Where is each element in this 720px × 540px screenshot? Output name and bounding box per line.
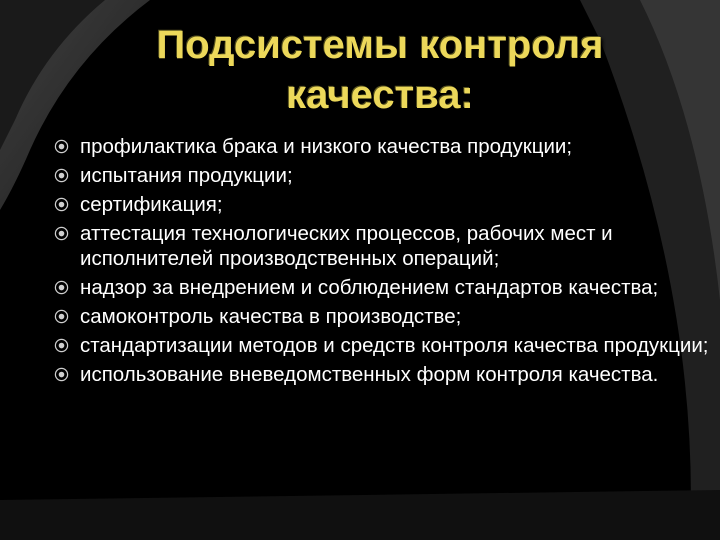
- list-item-text: стандартизации методов и средств контроля качества продукции;: [80, 334, 709, 357]
- bullet-list: [50, 134, 710, 391]
- slide-title: [80, 20, 680, 120]
- list-item: [50, 333, 710, 358]
- title-line-1: Подсистемы контроля: [156, 23, 604, 67]
- list-item-text: надзор за внедрением и соблюдением стандартов качества;: [80, 276, 659, 299]
- list-item: [50, 134, 710, 159]
- list-item: [50, 304, 710, 329]
- circle-bullet-icon: [54, 168, 69, 183]
- list-item-text: профилактика брака и низкого качества продукции;: [80, 135, 573, 158]
- title-line-2: качества:: [286, 73, 474, 117]
- list-item-text: самоконтроль качества в производстве;: [80, 305, 462, 328]
- list-item: [50, 163, 710, 188]
- list-item-text: испытания продукции;: [80, 164, 293, 187]
- circle-bullet-icon: [54, 309, 69, 324]
- list-item-text: использование вневедомственных форм контроля качества.: [80, 363, 659, 386]
- circle-bullet-icon: [54, 367, 69, 382]
- circle-bullet-icon: [54, 139, 69, 154]
- circle-bullet-icon: [54, 280, 69, 295]
- circle-bullet-icon: [54, 338, 69, 353]
- list-item-text: сертификация;: [80, 193, 223, 216]
- circle-bullet-icon: [54, 226, 69, 241]
- list-item: [50, 275, 710, 300]
- list-item: [50, 192, 710, 217]
- list-item: [50, 362, 710, 387]
- circle-bullet-icon: [54, 197, 69, 212]
- list-item: [50, 221, 710, 271]
- list-item-text: аттестация технологических процессов, рабочих мест и исполнителей производственных операций;: [80, 222, 613, 270]
